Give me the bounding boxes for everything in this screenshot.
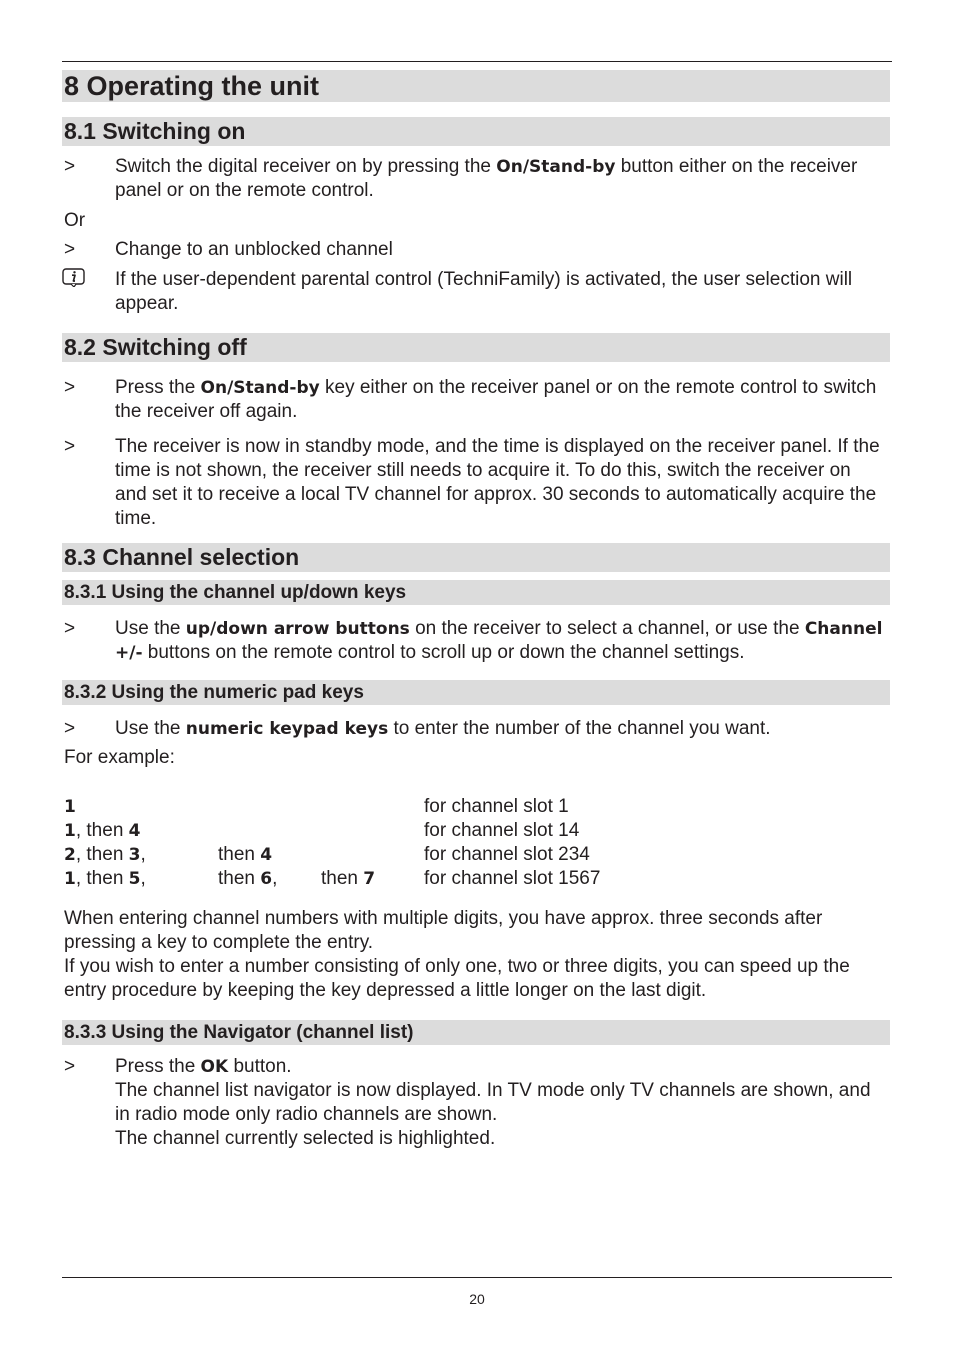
table-row-slot: for channel slot 1567 [424, 868, 601, 889]
parental-control-note: If the user-dependent parental control (TechniFamily) is activated, the user selection will appear. [115, 269, 853, 314]
up-down-step: Use the up/down arrow buttons on the receiver to select a channel, or use the Channel +/- buttons on the remote control to scroll up or down the channel settings. [115, 618, 883, 663]
or-text: Or [64, 210, 86, 231]
table-row-slot: for channel slot 1 [424, 796, 569, 817]
bullet-marker: > [64, 718, 76, 739]
section-heading-channel-selection: 8.3 Channel selection [62, 543, 890, 572]
navigator-description: The channel list navigator is now displayed. In TV mode only TV channels are shown, and in radio mode only radio channels are shown. [115, 1080, 871, 1125]
table-row: 1 [64, 797, 76, 817]
table-row-col2: then 4 [218, 844, 273, 865]
table-row: 1, then 4 [64, 820, 141, 841]
chapter-heading: 8 Operating the unit [62, 70, 890, 102]
section-heading-switching-off: 8.2 Switching off [62, 333, 890, 362]
standby-mode-text: The receiver is now in standby mode, and the time is displayed on the receiver panel. If the time is not shown, the receiver still needs to acquire it. To do this, switch the receiver on and set it to receive a local TV channel for approx. 30 seconds to automatically acquire the time. [115, 436, 880, 529]
speed-up-paragraph: If you wish to enter a number consisting of only one, two or three digits, you can speed up the entry procedure by keeping the key depressed a little longer on the last digit. [64, 956, 850, 1001]
table-row: 1, then 5, [64, 868, 146, 889]
bullet-marker: > [64, 1056, 76, 1077]
switch-off-step: Press the On/Stand-by key either on the receiver panel or on the remote control to switch the receiver off again. [115, 377, 877, 422]
subsection-heading-numeric-keys: 8.3.2 Using the numeric pad keys [62, 680, 890, 705]
bullet-marker: > [64, 377, 76, 398]
navigator-highlight-note: The channel currently selected is highlighted. [115, 1128, 496, 1149]
ok-key-label: OK [200, 1057, 229, 1077]
table-row-col2: then 6, [218, 868, 278, 889]
bottom-rule [62, 1277, 892, 1278]
subsection-heading-navigator: 8.3.3 Using the Navigator (channel list) [62, 1020, 890, 1045]
bullet-marker: > [64, 239, 76, 260]
on-standby-key-label: On/Stand-by [496, 157, 616, 177]
for-example-text: For example: [64, 747, 175, 768]
bullet-marker: > [64, 618, 76, 639]
channel-plus-minus-label: Channel +/- [115, 619, 883, 663]
bullet-marker: > [64, 156, 76, 177]
table-row-slot: for channel slot 234 [424, 844, 590, 865]
bullet-marker: > [64, 436, 76, 457]
switch-on-step: Switch the digital receiver on by pressing the On/Stand-by button either on the receiver panel or on the remote control. [115, 156, 858, 201]
subsection-heading-up-down-keys: 8.3.1 Using the channel up/down keys [62, 580, 890, 605]
table-row: 2, then 3, [64, 844, 146, 865]
on-standby-key-label: On/Stand-by [200, 378, 320, 398]
info-icon [62, 268, 85, 287]
top-rule [62, 61, 892, 62]
numeric-keypad-label: numeric keypad keys [185, 719, 389, 739]
page-number: 20 [469, 1291, 485, 1307]
table-row-col3: then 7 [321, 868, 376, 889]
navigator-step: Press the OK button. The channel list navigator is now displayed. In TV mode only TV channels are shown, and in radio mode only radio channels are shown. The channel currently selected is highlighted. [115, 1055, 885, 1151]
table-row-slot: for channel slot 14 [424, 820, 580, 841]
up-down-arrow-label: up/down arrow buttons [185, 619, 410, 639]
multi-digit-paragraph: When entering channel numbers with multiple digits, you have approx. three seconds after pressing a key to complete the entry. [64, 908, 823, 953]
section-heading-switching-on: 8.1 Switching on [62, 117, 890, 146]
numeric-keypad-step: Use the numeric keypad keys to enter the number of the channel you want. [115, 718, 771, 739]
unblocked-channel-step: Change to an unblocked channel [115, 239, 393, 260]
